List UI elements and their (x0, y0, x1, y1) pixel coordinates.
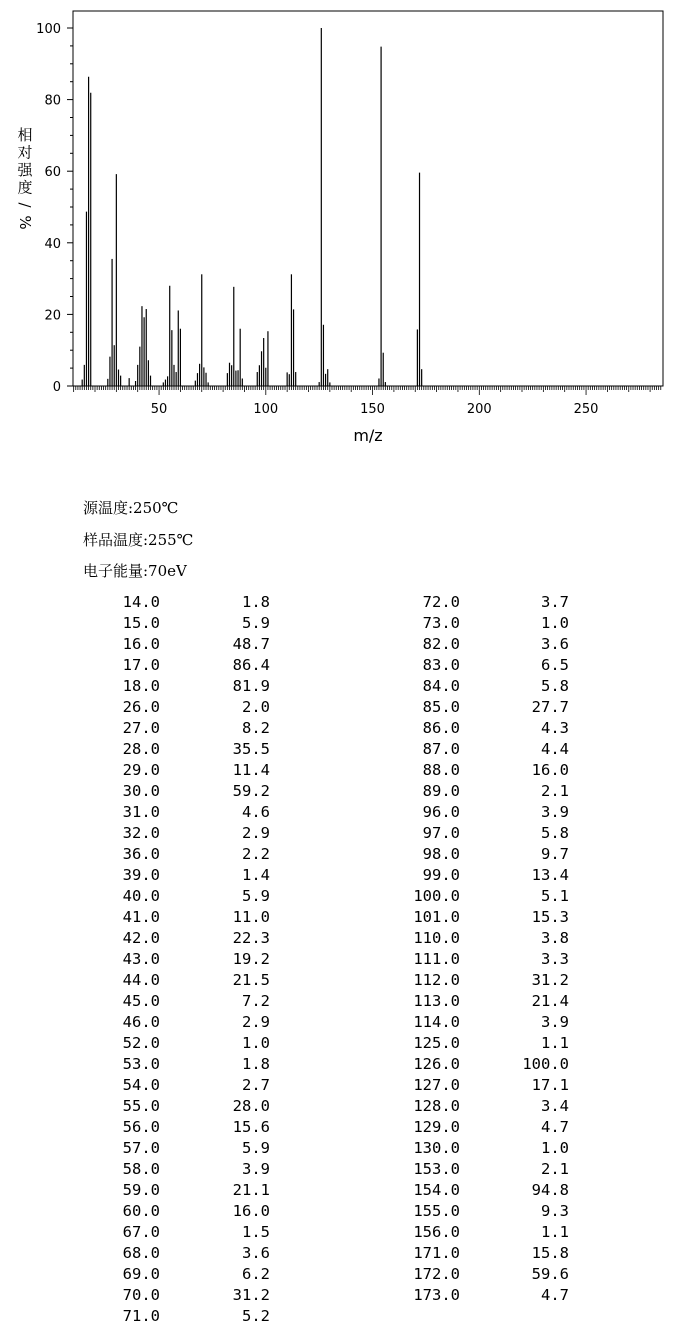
peak-abundance: 3.4 (541, 1097, 569, 1115)
peak-mz: 29.0 (122, 761, 160, 779)
peak-row (0, 1012, 687, 1033)
peak-abundance: 17.1 (531, 1076, 569, 1094)
peak-abundance: 5.2 (242, 1307, 270, 1325)
x-tick-label: 250 (573, 402, 599, 417)
peak-abundance: 100.0 (522, 1055, 569, 1073)
peak-row (0, 844, 687, 865)
y-tick-label: 0 (52, 380, 61, 395)
peak-abundance: 13.4 (531, 866, 569, 884)
peak-abundance: 1.0 (541, 1139, 569, 1157)
peak-mz: 17.0 (122, 656, 160, 674)
y-label-char: / (16, 202, 34, 208)
peak-abundance: 3.9 (541, 1013, 569, 1031)
peak-row (0, 697, 687, 718)
peak-abundance: 48.7 (232, 635, 270, 653)
peak-abundance: 4.3 (541, 719, 569, 737)
peak-mz: 172.0 (413, 1265, 460, 1283)
peak-mz: 98.0 (422, 845, 460, 863)
peak-abundance: 6.2 (242, 1265, 270, 1283)
peak-mz: 154.0 (413, 1181, 460, 1199)
peak-mz: 89.0 (422, 782, 460, 800)
spectrum-bars (82, 28, 421, 386)
peak-abundance: 5.8 (541, 677, 569, 695)
peak-mz: 153.0 (413, 1160, 460, 1178)
peak-abundance: 2.1 (541, 1160, 569, 1178)
peak-mz: 70.0 (122, 1286, 160, 1304)
peak-abundance: 1.4 (242, 866, 270, 884)
peak-mz: 39.0 (122, 866, 160, 884)
peak-mz: 15.0 (122, 614, 160, 632)
peak-row (0, 676, 687, 697)
peak-abundance: 11.0 (232, 908, 270, 926)
peak-row (0, 1201, 687, 1222)
peak-mz: 31.0 (122, 803, 160, 821)
peak-mz: 56.0 (122, 1118, 160, 1136)
peak-row (0, 739, 687, 760)
y-tick-label: 40 (44, 236, 61, 252)
peak-row (0, 1222, 687, 1243)
peak-abundance: 7.2 (242, 992, 270, 1010)
peak-abundance: 1.5 (242, 1223, 270, 1241)
x-tick-label: 100 (253, 402, 279, 417)
y-label-char: 度 (17, 178, 33, 197)
peak-mz: 28.0 (122, 740, 160, 758)
peak-abundance: 59.6 (531, 1265, 569, 1283)
peak-abundance: 2.1 (541, 782, 569, 800)
peak-abundance: 1.0 (541, 614, 569, 632)
peak-abundance: 59.2 (232, 782, 270, 800)
peak-abundance: 3.6 (541, 635, 569, 653)
y-tick-label: 80 (44, 93, 61, 109)
peak-row (0, 1306, 687, 1327)
peak-abundance: 5.9 (242, 1139, 270, 1157)
plot-frame (73, 11, 663, 386)
peak-mz: 27.0 (122, 719, 160, 737)
peak-mz: 156.0 (413, 1223, 460, 1241)
peak-mz: 130.0 (413, 1139, 460, 1157)
y-axis-label (16, 126, 34, 230)
y-tick-label: 60 (44, 165, 61, 181)
peak-abundance: 5.8 (541, 824, 569, 842)
peak-row (0, 1117, 687, 1138)
peak-abundance: 1.1 (541, 1034, 569, 1052)
peak-mz: 101.0 (413, 908, 460, 926)
peak-abundance: 1.0 (242, 1034, 270, 1052)
peak-mz: 32.0 (122, 824, 160, 842)
peak-abundance: 15.3 (531, 908, 569, 926)
peak-abundance: 35.5 (232, 740, 270, 758)
peak-row (0, 1180, 687, 1201)
peak-abundance: 27.7 (531, 698, 569, 716)
peak-abundance: 16.0 (232, 1202, 270, 1220)
peak-mz: 88.0 (422, 761, 460, 779)
source-temperature: 源温度:250℃ (83, 499, 179, 517)
peak-row (0, 760, 687, 781)
y-tick-label: 20 (44, 308, 61, 324)
peak-abundance: 15.6 (232, 1118, 270, 1136)
sample-temperature: 样品温度:255℃ (83, 530, 194, 549)
peak-mz: 127.0 (413, 1076, 460, 1094)
peak-abundance: 4.7 (541, 1118, 569, 1136)
peak-row (0, 1075, 687, 1096)
peak-abundance: 86.4 (232, 656, 270, 674)
peak-mz: 173.0 (413, 1286, 460, 1304)
peak-abundance: 15.8 (531, 1244, 569, 1262)
x-axis (74, 386, 661, 417)
peak-row (0, 613, 687, 634)
peak-abundance: 1.8 (242, 593, 270, 611)
peak-mz: 41.0 (122, 908, 160, 926)
peak-row (0, 655, 687, 676)
x-axis-label: m/z (353, 426, 383, 445)
peak-abundance: 3.9 (541, 803, 569, 821)
peak-mz: 97.0 (422, 824, 460, 842)
peak-row (0, 781, 687, 802)
peak-mz: 14.0 (122, 593, 160, 611)
peak-row (0, 1264, 687, 1285)
peak-mz: 110.0 (413, 929, 460, 947)
peak-abundance: 2.2 (242, 845, 270, 863)
peak-abundance: 11.4 (232, 761, 270, 779)
peak-mz: 60.0 (122, 1202, 160, 1220)
peak-mz: 85.0 (422, 698, 460, 716)
peak-abundance: 2.7 (242, 1076, 270, 1094)
peak-row (0, 1159, 687, 1180)
peak-abundance: 8.2 (242, 719, 270, 737)
peak-abundance: 3.6 (242, 1244, 270, 1262)
peak-mz: 30.0 (122, 782, 160, 800)
peak-abundance: 21.4 (531, 992, 569, 1010)
peak-abundance: 19.2 (232, 950, 270, 968)
peak-abundance: 3.3 (541, 950, 569, 968)
peak-mz: 128.0 (413, 1097, 460, 1115)
peak-abundance: 2.9 (242, 824, 270, 842)
peak-mz: 72.0 (422, 593, 460, 611)
peak-row (0, 592, 687, 613)
peak-mz: 87.0 (422, 740, 460, 758)
peak-mz: 45.0 (122, 992, 160, 1010)
y-axis (36, 22, 73, 395)
peak-abundance: 2.9 (242, 1013, 270, 1031)
peak-row (0, 928, 687, 949)
peak-mz: 129.0 (413, 1118, 460, 1136)
peak-mz: 171.0 (413, 1244, 460, 1262)
peak-mz: 55.0 (122, 1097, 160, 1115)
peak-table-right (0, 592, 687, 1306)
peak-mz: 42.0 (122, 929, 160, 947)
peak-row (0, 865, 687, 886)
y-label-char: % (16, 215, 34, 230)
peak-row (0, 970, 687, 991)
peak-mz: 99.0 (422, 866, 460, 884)
peak-abundance: 1.8 (242, 1055, 270, 1073)
peak-mz: 113.0 (413, 992, 460, 1010)
peak-row (0, 1033, 687, 1054)
peak-mz: 26.0 (122, 698, 160, 716)
x-tick-label: 200 (466, 402, 492, 417)
peak-row (0, 991, 687, 1012)
peak-abundance: 5.9 (242, 887, 270, 905)
peak-row (0, 1285, 687, 1306)
peak-abundance: 5.9 (242, 614, 270, 632)
peak-mz: 58.0 (122, 1160, 160, 1178)
peak-row (0, 823, 687, 844)
peak-mz: 67.0 (122, 1223, 160, 1241)
peak-mz: 52.0 (122, 1034, 160, 1052)
peak-abundance: 5.1 (541, 887, 569, 905)
y-label-char: 对 (17, 143, 33, 162)
peak-mz: 83.0 (422, 656, 460, 674)
peak-mz: 96.0 (422, 803, 460, 821)
peak-row (0, 886, 687, 907)
peak-abundance: 31.2 (232, 1286, 270, 1304)
peak-row (0, 718, 687, 739)
peak-abundance: 9.7 (541, 845, 569, 863)
acquisition-conditions (83, 493, 193, 588)
peak-abundance: 2.0 (242, 698, 270, 716)
x-tick-label: 50 (150, 402, 168, 417)
peak-abundance: 4.7 (541, 1286, 569, 1304)
peak-mz: 114.0 (413, 1013, 460, 1031)
peak-mz: 82.0 (422, 635, 460, 653)
peak-row (0, 1096, 687, 1117)
peak-abundance: 4.6 (242, 803, 270, 821)
peak-row (0, 1054, 687, 1075)
peak-row (0, 1138, 687, 1159)
peak-abundance: 3.8 (541, 929, 569, 947)
peak-abundance: 22.3 (232, 929, 270, 947)
peak-mz: 46.0 (122, 1013, 160, 1031)
peak-mz: 155.0 (413, 1202, 460, 1220)
peak-mz: 53.0 (122, 1055, 160, 1073)
x-tick-label: 150 (360, 402, 385, 417)
peak-mz: 68.0 (122, 1244, 160, 1262)
peak-row (0, 634, 687, 655)
peak-mz: 112.0 (413, 971, 460, 989)
peak-mz: 43.0 (122, 950, 160, 968)
y-tick-label: 100 (36, 22, 61, 37)
peak-abundance: 81.9 (232, 677, 270, 695)
peak-mz: 16.0 (122, 635, 160, 653)
peak-mz: 57.0 (122, 1139, 160, 1157)
peak-abundance: 94.8 (531, 1181, 569, 1199)
peak-mz: 73.0 (422, 614, 460, 632)
peak-mz: 126.0 (413, 1055, 460, 1073)
peak-mz: 59.0 (122, 1181, 160, 1199)
peak-mz: 100.0 (413, 887, 460, 905)
peak-row (0, 907, 687, 928)
peak-abundance: 21.1 (232, 1181, 270, 1199)
peak-mz: 18.0 (122, 677, 160, 695)
electron-energy: 电子能量:70eV (83, 562, 187, 580)
peak-abundance: 4.4 (541, 740, 569, 758)
peak-mz: 36.0 (122, 845, 160, 863)
peak-mz: 40.0 (122, 887, 160, 905)
peak-abundance: 3.7 (541, 593, 569, 611)
peak-abundance: 9.3 (541, 1202, 569, 1220)
peak-abundance: 1.1 (541, 1223, 569, 1241)
peak-mz: 111.0 (413, 950, 460, 968)
peak-mz: 84.0 (422, 677, 460, 695)
peak-abundance: 16.0 (531, 761, 569, 779)
peak-abundance: 31.2 (531, 971, 569, 989)
peak-abundance: 6.5 (541, 656, 569, 674)
y-label-char: 相 (17, 126, 33, 144)
peak-mz: 69.0 (122, 1265, 160, 1283)
peak-mz: 125.0 (413, 1034, 460, 1052)
peak-mz: 54.0 (122, 1076, 160, 1094)
peak-mz: 86.0 (422, 719, 460, 737)
mass-spectrum-chart (0, 0, 687, 460)
peak-abundance: 3.9 (242, 1160, 270, 1178)
y-label-char: 强 (17, 161, 33, 179)
peak-abundance: 28.0 (232, 1097, 270, 1115)
peak-row (0, 1243, 687, 1264)
peak-mz: 71.0 (122, 1307, 160, 1325)
peak-row (0, 949, 687, 970)
peak-row (0, 802, 687, 823)
peak-mz: 44.0 (122, 971, 160, 989)
peak-abundance: 21.5 (232, 971, 270, 989)
